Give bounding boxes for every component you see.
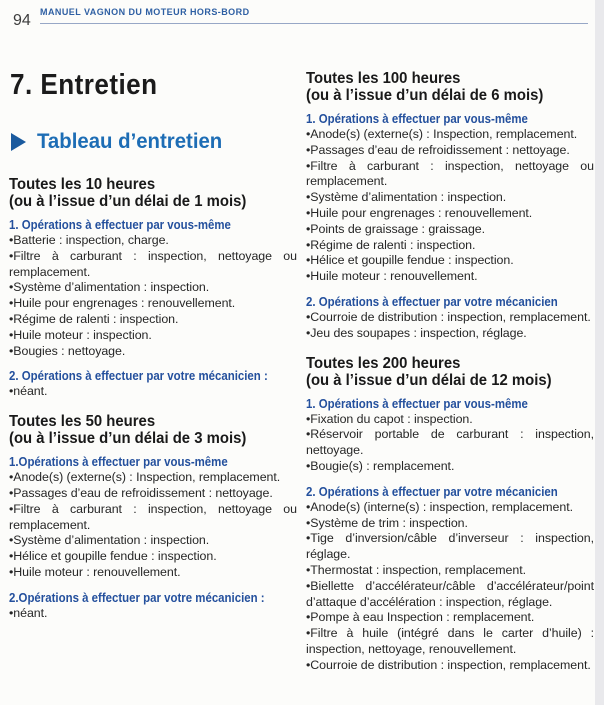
maintenance-item: •Bougies : nettoyage. <box>9 343 126 358</box>
section-heading <box>306 70 594 104</box>
running-head-title: MANUEL VAGNON DU MOTEUR HORS-BORD <box>40 7 250 17</box>
maintenance-item: •Thermostat : inspection, remplacement. <box>306 562 527 577</box>
chapter-title: 7. Entretien <box>10 69 158 101</box>
operation-group <box>306 484 594 674</box>
section-heading-subline: (ou à l’issue d’un délai de 1 mois) <box>9 193 247 210</box>
operation-group-label: 1. Opérations à effectuer par vous-même <box>9 217 231 232</box>
operation-group <box>9 454 297 581</box>
maintenance-item: •Points de graissage : graissage. <box>306 221 486 236</box>
operation-group <box>9 217 297 359</box>
maintenance-item: •Filtre à huile (intégré dans le carter d’huile) : inspection, nettoyage, renouvellement. <box>306 626 594 656</box>
operation-group <box>9 368 297 400</box>
maintenance-item: •Filtre à carburant : inspection, nettoyage ou remplacement. <box>9 248 297 279</box>
operation-group <box>9 590 297 622</box>
section-heading-line: Toutes les 10 heures <box>9 176 156 193</box>
maintenance-item: •Système d’alimentation : inspection. <box>9 533 210 548</box>
operation-group <box>306 396 594 475</box>
maintenance-item: •Pompe à eau Inspection : remplacement. <box>306 610 535 625</box>
maintenance-item: •Fixation du capot : inspection. <box>306 411 473 426</box>
maintenance-section <box>306 355 594 674</box>
section-heading <box>9 176 297 210</box>
maintenance-item: •Courroie de distribution : inspection, remplacement. <box>306 309 591 324</box>
operation-group-label: 2. Opérations à effectuer par votre mécanicien <box>306 293 558 309</box>
maintenance-item: •Anode(s) (externe(s) : Inspection, remplacement. <box>9 470 281 485</box>
maintenance-item: •Tige d’inversion/câble d’inverseur : inspection, réglage. <box>306 531 594 562</box>
maintenance-item: •Bougie(s) : remplacement. <box>306 458 455 473</box>
maintenance-item: •Anode(s) (externe(s) : Inspection, remplacement. <box>306 127 578 141</box>
maintenance-item: •Filtre à carburant : inspection, nettoyage ou remplacement. <box>9 501 297 532</box>
maintenance-item: •Biellette d’accélérateur/câble d’accélérateur/point d’attaque d’accélération : inspection, réglage. <box>306 578 594 609</box>
scan-edge-shadow <box>595 0 604 705</box>
table-heading <box>11 130 297 154</box>
maintenance-item: •Huile pour engrenages : renouvellement. <box>9 296 236 311</box>
maintenance-item: •Hélice et goupille fendue : inspection. <box>9 549 217 564</box>
section-heading-line: Toutes les 50 heures <box>9 413 156 431</box>
section-heading <box>9 413 297 447</box>
operation-group <box>306 111 594 285</box>
table-heading-label: Tableau d’entretien <box>37 130 223 153</box>
section-heading-line: Toutes les 100 heures <box>306 70 461 87</box>
operation-group-label: 2. Opérations à effectuer par votre mécanicien : <box>9 368 268 384</box>
maintenance-item: •Huile moteur : renouvellement. <box>306 269 478 284</box>
maintenance-item: •Huile pour engrenages : renouvellement. <box>306 205 533 220</box>
section-heading <box>306 355 594 389</box>
right-triangle-icon <box>11 133 26 151</box>
operation-group-label: 2.Opérations à effectuer par votre mécanicien : <box>9 589 265 605</box>
maintenance-item: •Anode(s) (interne(s) : inspection, remplacement. <box>306 499 574 514</box>
maintenance-item: •Jeu des soupapes : inspection, réglage. <box>306 325 527 340</box>
maintenance-item: •Réservoir portable de carburant : inspection, nettoyage. <box>306 427 594 458</box>
maintenance-item: •néant. <box>9 384 48 399</box>
maintenance-item: •néant. <box>9 605 48 620</box>
maintenance-section <box>9 176 297 400</box>
maintenance-item: •Passages d’eau de refroidissement : nettoyage. <box>306 142 570 157</box>
operation-group-label: 1. Opérations à effectuer par vous-même <box>306 111 528 126</box>
maintenance-item: •Régime de ralenti : inspection. <box>306 237 476 252</box>
section-heading-subline: (ou à l’issue d’un délai de 3 mois) <box>9 430 247 448</box>
maintenance-item: •Huile moteur : inspection. <box>9 327 152 342</box>
maintenance-item: •Courroie de distribution : inspection, remplacement. <box>306 657 591 672</box>
maintenance-item: •Huile moteur : renouvellement. <box>9 564 181 579</box>
maintenance-item: •Filtre à carburant : inspection, nettoyage ou remplacement. <box>306 158 594 189</box>
section-heading-line: Toutes les 200 heures <box>306 354 461 372</box>
maintenance-item: •Régime de ralenti : inspection. <box>9 311 179 326</box>
section-heading-subline: (ou à l’issue d’un délai de 6 mois) <box>306 87 544 104</box>
right-column <box>306 70 594 674</box>
maintenance-item: •Hélice et goupille fendue : inspection. <box>306 253 514 268</box>
right-sections <box>306 70 594 674</box>
maintenance-item: •Batterie : inspection, charge. <box>9 233 169 247</box>
header-rule <box>40 23 588 24</box>
operation-group-label: 1. Opérations à effectuer par vous-même <box>306 395 528 411</box>
maintenance-item: •Passages d’eau de refroidissement : nettoyage. <box>9 485 273 500</box>
operation-group <box>306 294 594 342</box>
operation-group-label: 2. Opérations à effectuer par votre mécanicien <box>306 483 558 499</box>
maintenance-item: •Système d’alimentation : inspection. <box>306 190 507 205</box>
left-column <box>9 62 297 622</box>
operation-group-label: 1.Opérations à effectuer par vous-même <box>9 454 228 470</box>
section-heading-subline: (ou à l’issue d’un délai de 12 mois) <box>306 371 552 389</box>
left-sections <box>9 176 297 622</box>
maintenance-section <box>9 413 297 621</box>
maintenance-section <box>306 70 594 342</box>
page-number: 94 <box>13 12 31 29</box>
maintenance-item: •Système d’alimentation : inspection. <box>9 280 210 295</box>
maintenance-item: •Système de trim : inspection. <box>306 515 468 530</box>
